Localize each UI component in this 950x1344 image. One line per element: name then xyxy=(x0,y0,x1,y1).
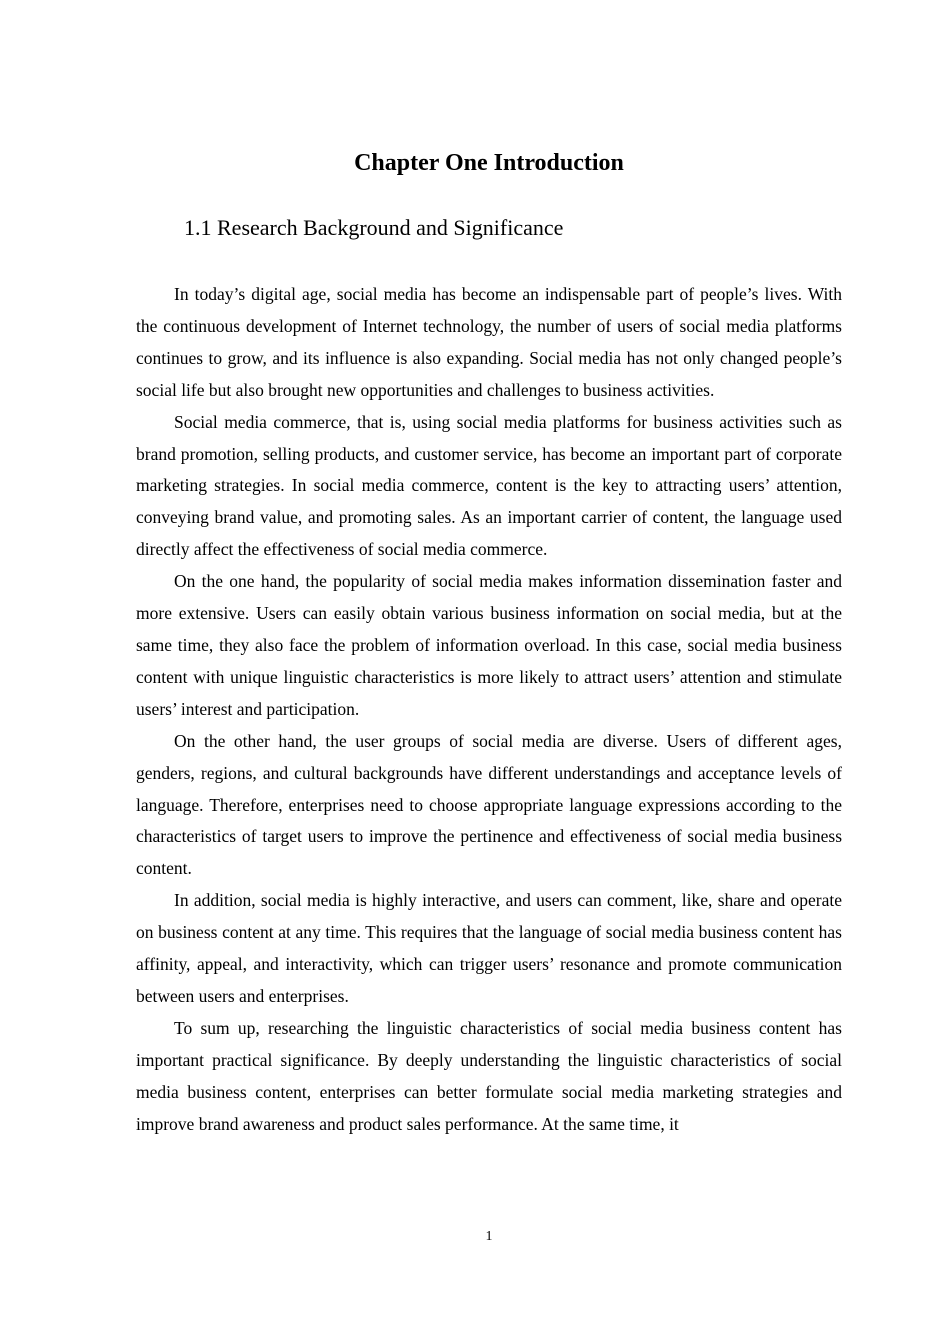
paragraph: On the other hand, the user groups of social media are diverse. Users of different ages, genders, regions, and cultural backgrounds have different understandings and acceptance levels of language. Therefore, enterprises need to choose appropriate language expressions according to the characteristics of target users to improve the pertinence and effectiveness of social media business content. xyxy=(136,730,842,879)
paragraph: In addition, social media is highly interactive, and users can comment, like, share and operate on business content at any time. This requires that the language of social media business content has affinity, appeal, and interactivity, which can trigger users’ resonance and promote communication between users and enterprises. xyxy=(136,890,842,1006)
page-number: 1 xyxy=(485,1229,493,1244)
chapter-title: Chapter One Introduction xyxy=(354,150,624,176)
paragraph: To sum up, researching the linguistic characteristics of social media business content has important practical significance. By deeply understanding the linguistic characteristics of social media business content, enterprises can better formulate social media marketing strategies and improve brand awareness and product sales performance. At the same time, it xyxy=(136,1017,842,1134)
section-heading: 1.1 Research Background and Significance xyxy=(184,215,564,240)
paragraph: In today’s digital age, social media has become an indispensable part of people’s lives. With the continuous development of Internet technology, the number of users of social media platforms continues to grow, and its influence is also expanding. Social media has not only changed people’s social life but also brought new opportunities and challenges to business activities. xyxy=(136,284,842,400)
paragraph: On the one hand, the popularity of social media makes information dissemination faster and more extensive. Users can easily obtain various business information on social media, but at the same time, they also face the problem of information overload. In this case, social media business content with unique linguistic characteristics is more likely to attract users’ attention and stimulate users’ interest and participation. xyxy=(136,571,842,719)
paragraph: Social media commerce, that is, using social media platforms for business activities such as brand promotion, selling products, and customer service, has become an important part of corporate marketing strategies. In social media commerce, content is the key to attracting users’ attention, conveying brand value, and promoting sales. As an important carrier of content, the language used directly affect the effectiveness of social media commerce. xyxy=(136,411,842,560)
body-text xyxy=(136,279,842,1140)
